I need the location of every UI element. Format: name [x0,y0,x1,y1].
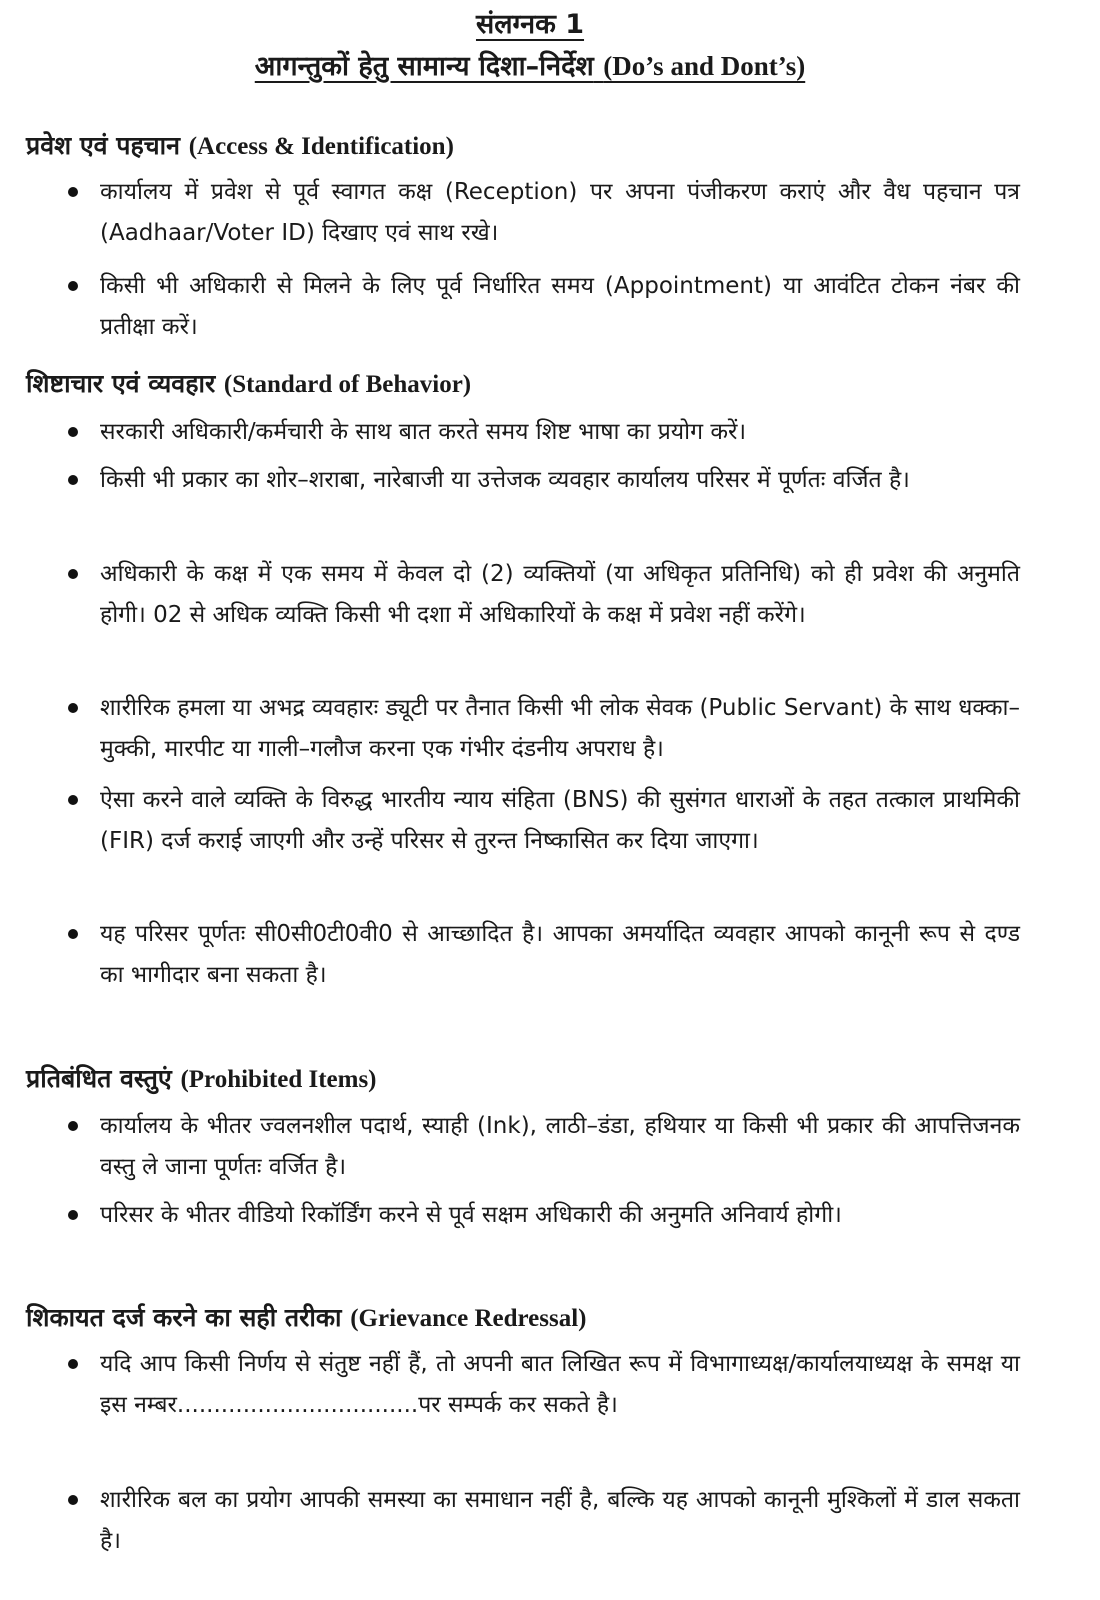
heading-hindi: शिष्टाचार एवं व्यवहार [26,369,216,398]
section-heading-behavior [26,366,471,400]
heading-english: (Grievance Redressal) [350,1305,587,1332]
list-item: परिसर के भीतर वीडियो रिकॉर्डिंग करने से पूर्व सक्षम अधिकारी की अनुमति अनिवार्य होगी। [100,1195,1020,1236]
list-item: शारीरिक बल का प्रयोग आपकी समस्या का समाधान नहीं है, बल्कि यह आपको कानूनी मुश्किलों में डाल सकता है। [100,1480,1020,1562]
section-heading-grievance [26,1300,587,1334]
heading-hindi: शिकायत दर्ज करने का सही तरीका [26,1303,342,1332]
list-item: शारीरिक हमला या अभद्र व्यवहारः ड्यूटी पर तैनात किसी भी लोक सेवक (Public Servant) के साथ धक्का–मुक्की, मारपीट या गाली–गलौज करना एक गंभीर दंडनीय अपराध है। [100,688,1020,770]
list-item: कार्यालय के भीतर ज्वलनशील पदार्थ, स्याही (Ink), लाठी–डंडा, हथियार या किसी भी प्रकार की आपत्तिजनक वस्तु ले जाना पूर्णतः वर्जित है। [100,1106,1020,1188]
list-item: कार्यालय में प्रवेश से पूर्व स्वागत कक्ष (Reception) पर अपना पंजीकरण कराएं और वैध पहचान पत्र (Aadhaar/Voter ID) दिखाए एवं साथ रखे। [100,172,1020,254]
heading-hindi: प्रतिबंधित वस्तुएं [26,1064,172,1093]
list-item: ऐसा करने वाले व्यक्ति के विरुद्ध भारतीय न्याय संहिता (BNS) की सुसंगत धाराओं के तहत तत्काल प्राथमिकी (FIR) दर्ज कराई जाएगी और उन्हें परिसर से तुरन्त निष्कासित कर दिया जाएगा। [100,780,1020,862]
list-item: किसी भी अधिकारी से मिलने के लिए पूर्व निर्धारित समय (Appointment) या आवंटित टोकन नंबर की प्रतीक्षा करें। [100,266,1020,348]
list-item: अधिकारी के कक्ष में एक समय में केवल दो (2) व्यक्तियों (या अधिकृत प्रतिनिधि) को ही प्रवेश की अनुमति होगी। 02 से अधिक व्यक्ति किसी भी दशा में अधिकारियों के कक्ष में प्रवेश नहीं करेंगे। [100,554,1020,636]
document-title [0,46,1060,83]
list-item: सरकारी अधिकारी/कर्मचारी के साथ बात करते समय शिष्ट भाषा का प्रयोग करें। [100,412,1020,453]
section-heading-prohibited [26,1061,377,1095]
title-hindi: आगन्तुकों हेतु सामान्य दिशा–निर्देश [254,51,594,82]
list-item: यदि आप किसी निर्णय से संतुष्ट नहीं हैं, तो अपनी बात लिखित रूप में विभागाध्यक्ष/कार्यालयाध्यक्ष के समक्ष या इस नम्बर.................................पर सम्पर्क कर सकते है। [100,1344,1020,1426]
list-item: यह परिसर पूर्णतः सी0सी0टी0वी0 से आच्छादित है। आपका अमर्यादित व्यवहार आपको कानूनी रूप से दण्ड का भागीदार बना सकता है। [100,914,1020,996]
heading-english: (Standard of Behavior) [223,371,472,398]
section-heading-access [26,128,454,162]
heading-english: (Prohibited Items) [180,1066,377,1093]
heading-hindi: प्रवेश एवं पहचान [26,131,180,160]
heading-english: (Access & Identification) [188,133,454,160]
title-english: (Do’s and Dont’s) [603,51,806,81]
list-item: किसी भी प्रकार का शोर–शराबा, नारेबाजी या उत्तेजक व्यवहार कार्यालय परिसर में पूर्णतः वर्जित है। [100,460,1020,501]
annex-label: संलग्नक 1 [475,9,585,40]
